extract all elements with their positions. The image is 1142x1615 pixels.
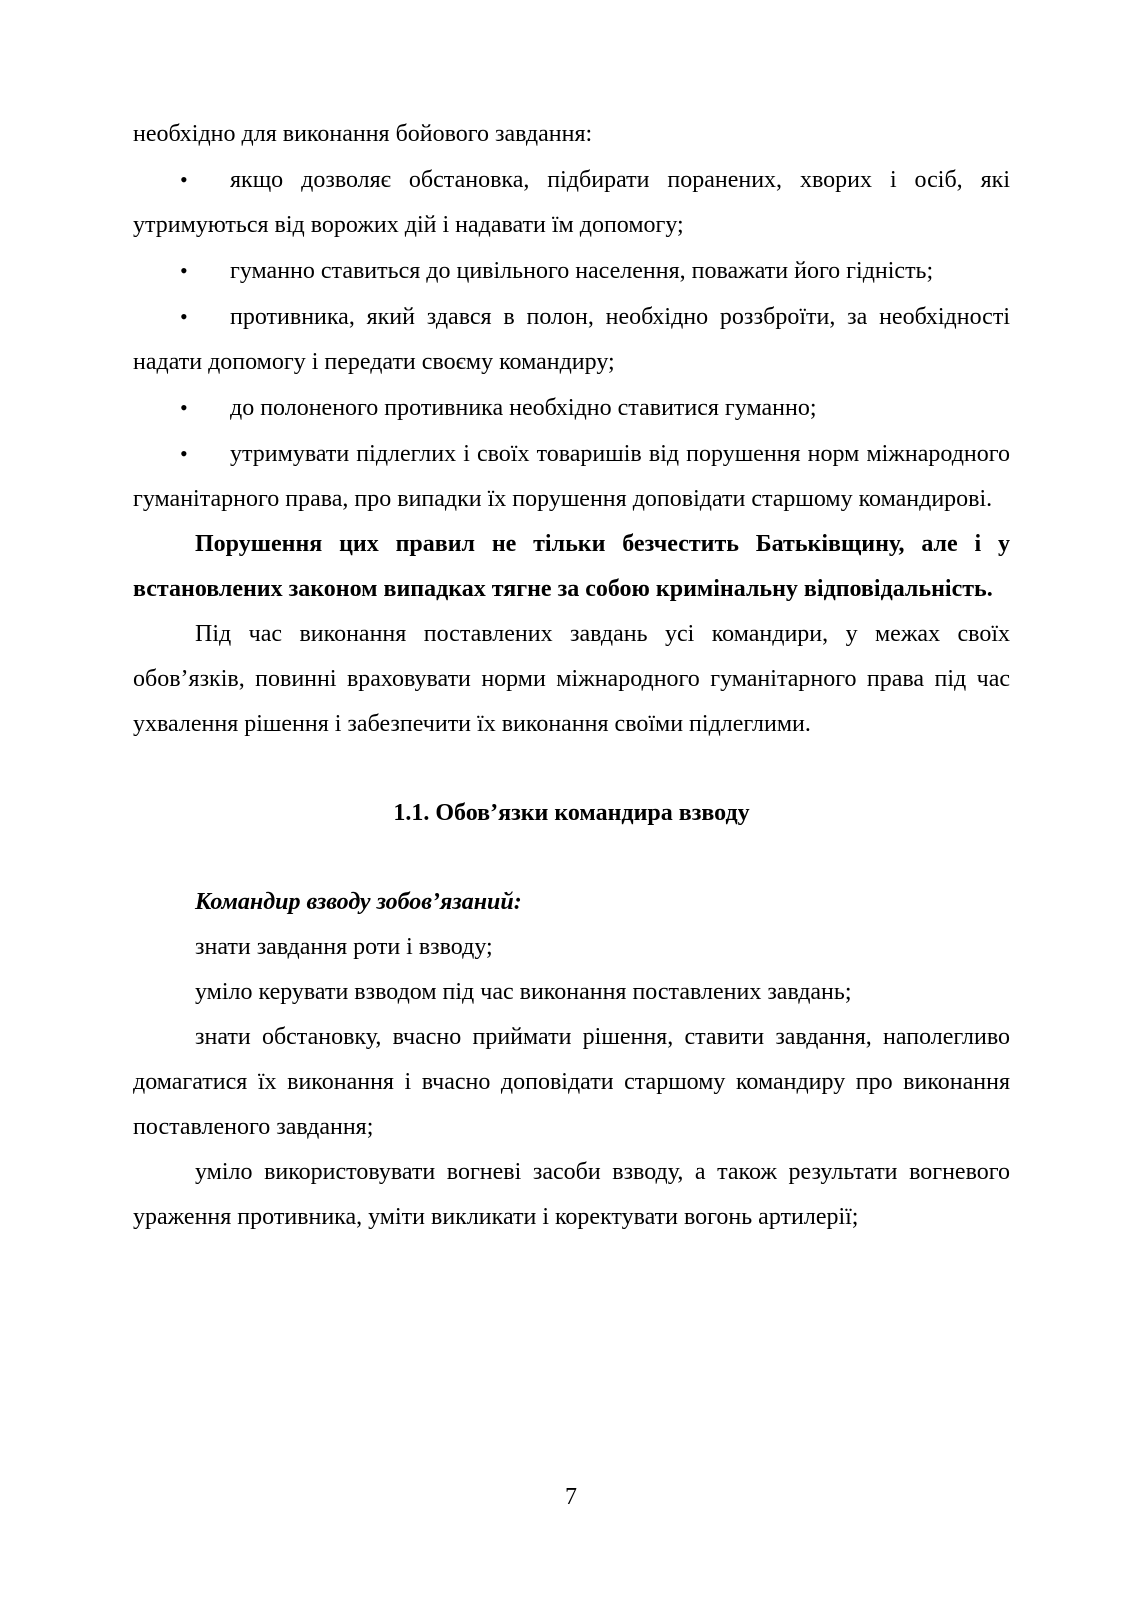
bullet-item [133, 157, 1010, 248]
paragraph-duty-item: знати обстановку, вчасно приймати рішення, ставити завдання, наполегливо домагатися їх виконання і вчасно доповідати старшому командиру про виконання поставленого завдання; [133, 1024, 1010, 1140]
bullet-text: противника, який здався в полон, необхідно роззброїти, за необхідності надати допомогу і передати своєму командиру; [133, 304, 1010, 375]
bullet-item [133, 385, 1010, 431]
bullet-icon: • [180, 395, 188, 420]
bullet-item [133, 431, 1010, 522]
paragraph-lead-in: Командир взводу зобов’язаний: [195, 889, 522, 915]
page-number: 7 [565, 1484, 577, 1510]
paragraph-continuation: необхідно для виконання бойового завдання: [133, 121, 593, 147]
paragraph-duty-item: уміло використовувати вогневі засоби взводу, а також результати вогневого ураження противника, уміти викликати і коректувати вогонь артилерії; [133, 1159, 1010, 1230]
bullet-icon: • [180, 304, 188, 329]
bullet-icon: • [180, 441, 188, 466]
bullet-text: до полоненого противника необхідно ставитися гуманно; [230, 395, 817, 421]
bullet-item [133, 294, 1010, 385]
bullet-text: гуманно ставиться до цивільного населення, поважати його гідність; [230, 258, 934, 284]
bullet-item [133, 248, 1010, 294]
bullet-text: утримувати підлеглих і своїх товаришів від порушення норм міжнародного гуманітарного права, про випадки їх порушення доповідати старшому командирові. [133, 441, 1010, 512]
section-heading: 1.1. Обов’язки командира взводу [393, 800, 750, 826]
bullet-text: якщо дозволяє обстановка, підбирати поранених, хворих і осіб, які утримуються від ворожих дій і надавати їм допомогу; [133, 167, 1010, 238]
paragraph-duty-item: знати завдання роти і взводу; [195, 934, 493, 960]
page-content [133, 112, 1010, 1240]
paragraph-duty-item: уміло керувати взводом під час виконання поставлених завдань; [195, 979, 852, 1005]
paragraph-warning-bold: Порушення цих правил не тільки безчестить Батьківщину, але і у встановлених законом випадках тягне за собою кримінальну відповідальність. [133, 531, 1010, 602]
bullet-icon: • [180, 167, 188, 192]
paragraph: Під час виконання поставлених завдань усі командири, у межах своїх обов’язків, повинні враховувати норми міжнародного гуманітарного права під час ухвалення рішення і забезпечити їх виконання своїми підлеглими. [133, 621, 1010, 737]
bullet-icon: • [180, 258, 188, 283]
